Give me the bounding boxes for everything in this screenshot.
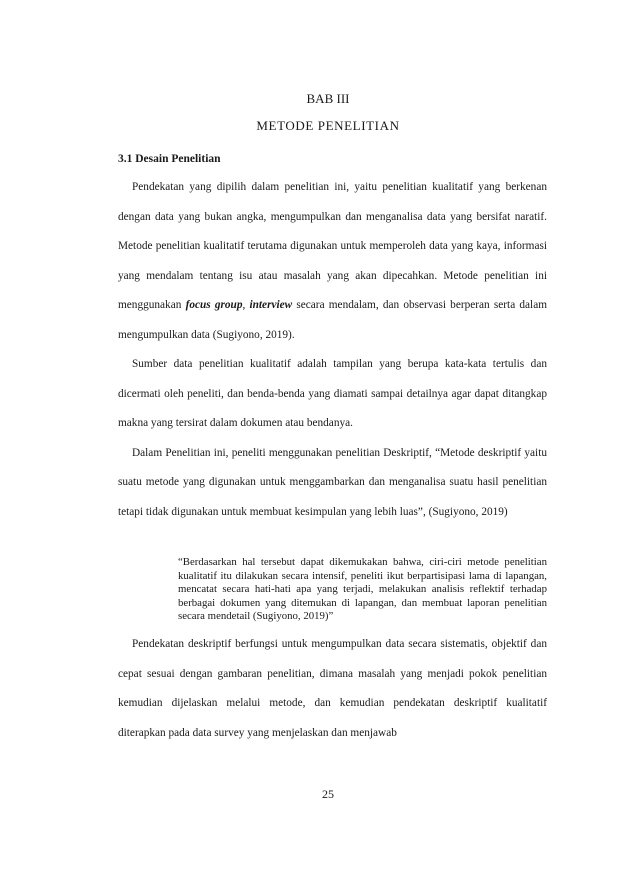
chapter-title: METODE PENELITIAN xyxy=(256,118,400,133)
section-heading: 3.1 Desain Penelitian xyxy=(118,153,221,165)
paragraph-2: Sumber data penelitian kualitatif adalah tampilan yang berupa kata-kata tertulis dan dicermati oleh peneliti, dan benda-benda yang diamati sampai detailnya agar dapat ditangkap makna yang tersirat dalam dokumen atau bendanya. xyxy=(118,358,547,429)
paragraph-4: Pendekatan deskriptif berfungsi untuk mengumpulkan data secara sistematis, objektif dan cepat sesuai dengan gambaran penelitian, dimana masalah yang menjadi pokok penelitian kemudian dijelaskan melalui metode, dan kemudian pendekatan deskriptif kualitatif diterapkan pada data survey yang menjelaskan dan menjawab xyxy=(118,638,547,739)
paragraph-1 xyxy=(118,173,547,350)
body-text-block-2 xyxy=(118,630,547,748)
chapter-number: BAB III xyxy=(306,91,350,106)
paragraph-1-separator: , xyxy=(242,299,250,311)
term-interview: interview xyxy=(249,299,293,311)
term-focus-group: focus group xyxy=(185,299,243,311)
paragraph-1-end: secara mendalam, dan observasi berperan serta dalam mengumpulkan data (Sugiyono, 2019). xyxy=(118,299,547,341)
paragraph-1-text: Pendekatan yang dipilih dalam penelitian ini, yaitu penelitian kualitatif yang berkenan dengan data yang bukan angka, mengumpulkan dan menganalisa data yang bersifat naratif. Metode penelitian kualitatif terutama digunakan untuk memperoleh data yang kaya, informasi yang mendalam tentang isu atau masalah yang akan dipecahkan. Metode penelitian ini menggunakan xyxy=(118,181,547,311)
block-quote xyxy=(178,556,547,624)
page-number: 25 xyxy=(322,787,334,801)
quote-text: “Berdasarkan hal tersebut dapat dikemukakan bahwa, ciri-ciri metode penelitian kualitatif itu dilakukan secara intensif, peneliti ikut berpartisipasi lama di lapangan, mencatat secara hati-hati apa yang terjadi, melakukan analisis reflektif terhadap berbagai dokumen yang ditemukan di lapangan, dan membuat laporan penelitian secara mendetail (Sugiyono, 2019)” xyxy=(178,556,547,623)
paragraph-3: Dalam Penelitian ini, peneliti menggunakan penelitian Deskriptif, “Metode deskriptif yaitu suatu metode yang digunakan untuk menggambarkan dan menganalisa suatu hasil penelitian tetapi tidak digunakan untuk membuat kesimpulan yang lebih luas”, (Sugiyono, 2019) xyxy=(118,446,547,518)
body-text-block xyxy=(118,173,547,527)
